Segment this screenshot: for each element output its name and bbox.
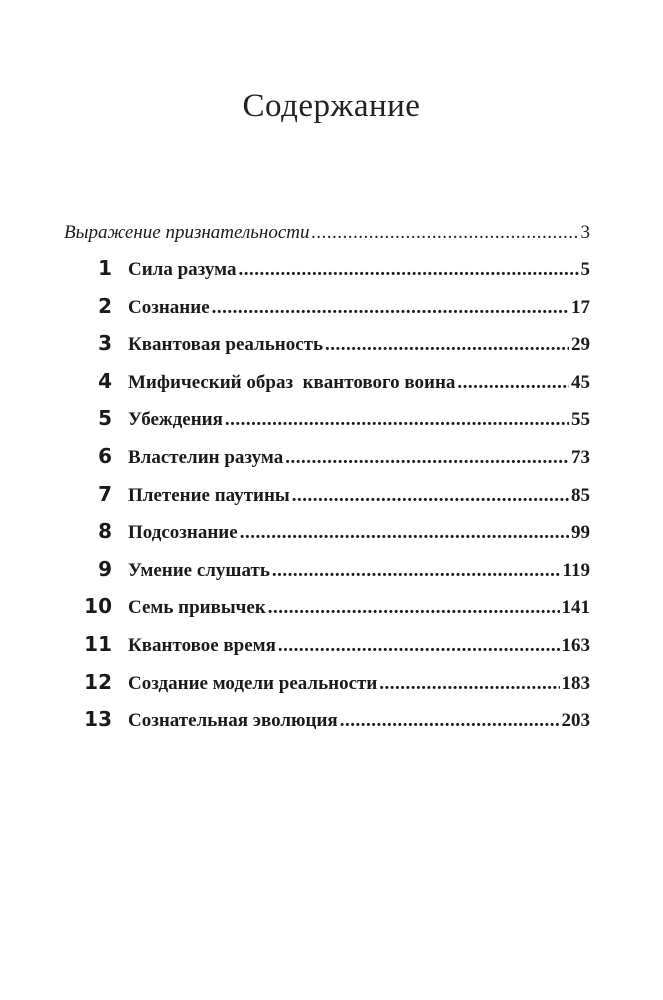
toc-entry: [64, 632, 590, 670]
chapter-number: 4: [98, 368, 112, 393]
toc-page-number: 5: [580, 259, 590, 280]
toc-page-number: 3: [580, 222, 590, 243]
toc-page-number: 17: [571, 296, 590, 318]
page-title: Содержание: [242, 88, 421, 124]
chapter-title: Семь привычек: [128, 597, 266, 619]
chapter-number: 13: [84, 707, 112, 732]
chapter-number: 2: [98, 293, 112, 318]
chapter-title: Умение слушать: [128, 559, 270, 581]
dot-leader: [379, 673, 559, 695]
toc-entry: [64, 670, 590, 708]
chapter-title: Убеждения: [128, 409, 223, 431]
toc-page-number: 119: [562, 559, 590, 581]
toc-entry: [64, 519, 590, 557]
toc-page-number: 183: [561, 672, 590, 694]
chapter-title: Подсознание: [128, 522, 238, 544]
toc-entry-label: Выражение признательности: [64, 222, 310, 243]
dot-leader: [457, 372, 569, 394]
chapter-number: 1: [98, 256, 112, 280]
toc-page-number: 85: [571, 484, 590, 506]
chapter-number: 11: [84, 631, 112, 656]
chapter-number: 5: [98, 406, 112, 431]
chapter-title: Квантовая реальность: [128, 334, 324, 356]
dot-leader: [272, 560, 561, 582]
dot-leader: [292, 485, 569, 507]
toc-entry: [64, 256, 590, 294]
toc-entry: [64, 294, 590, 332]
table-of-contents: [64, 222, 590, 745]
chapter-title: Сила разума: [128, 259, 237, 280]
chapter-title: Создание модели реальности: [128, 672, 378, 694]
chapter-title: Сознательная эволюция: [128, 710, 338, 732]
toc-entry: [64, 444, 590, 482]
chapter-number: 10: [84, 594, 112, 619]
dot-leader: [212, 297, 569, 319]
chapter-title: Плетение паутины: [128, 484, 290, 506]
dot-leader: [268, 597, 560, 619]
dot-leader: [240, 522, 569, 544]
toc-page-number: 163: [561, 634, 590, 656]
dot-leader: [311, 222, 578, 244]
chapter-title: Властелин разума: [128, 446, 284, 468]
toc-entry: [64, 406, 590, 444]
toc-page-number: 141: [561, 597, 590, 619]
toc-entry: [64, 482, 590, 520]
toc-page-number: 99: [571, 522, 590, 544]
toc-entry-acknowledgements: [64, 222, 590, 256]
toc-page-number: 73: [571, 446, 590, 468]
toc-entry: [64, 331, 590, 369]
dot-leader: [225, 409, 569, 431]
toc-page-number: 45: [571, 371, 590, 393]
toc-page-number: 29: [571, 334, 590, 356]
dot-leader: [325, 334, 569, 356]
chapter-number: 7: [98, 481, 112, 506]
dot-leader: [285, 447, 569, 469]
chapter-title: Мифический образ квантового воина: [128, 371, 456, 393]
dot-leader: [340, 710, 560, 732]
chapter-number: 3: [98, 331, 112, 356]
dot-leader: [238, 259, 578, 281]
dot-leader: [278, 635, 560, 657]
toc-entry: [64, 594, 590, 632]
toc-entry: [64, 369, 590, 407]
chapter-title: Квантовое время: [128, 634, 276, 656]
toc-entry: [64, 557, 590, 595]
toc-entry: [64, 707, 590, 745]
toc-page-number: 203: [561, 710, 590, 732]
chapter-number: 8: [98, 519, 112, 544]
toc-page-number: 55: [571, 409, 590, 431]
chapter-title: Сознание: [128, 296, 210, 318]
chapter-number: 6: [98, 443, 112, 468]
chapter-number: 12: [84, 669, 112, 694]
chapter-number: 9: [98, 556, 112, 581]
